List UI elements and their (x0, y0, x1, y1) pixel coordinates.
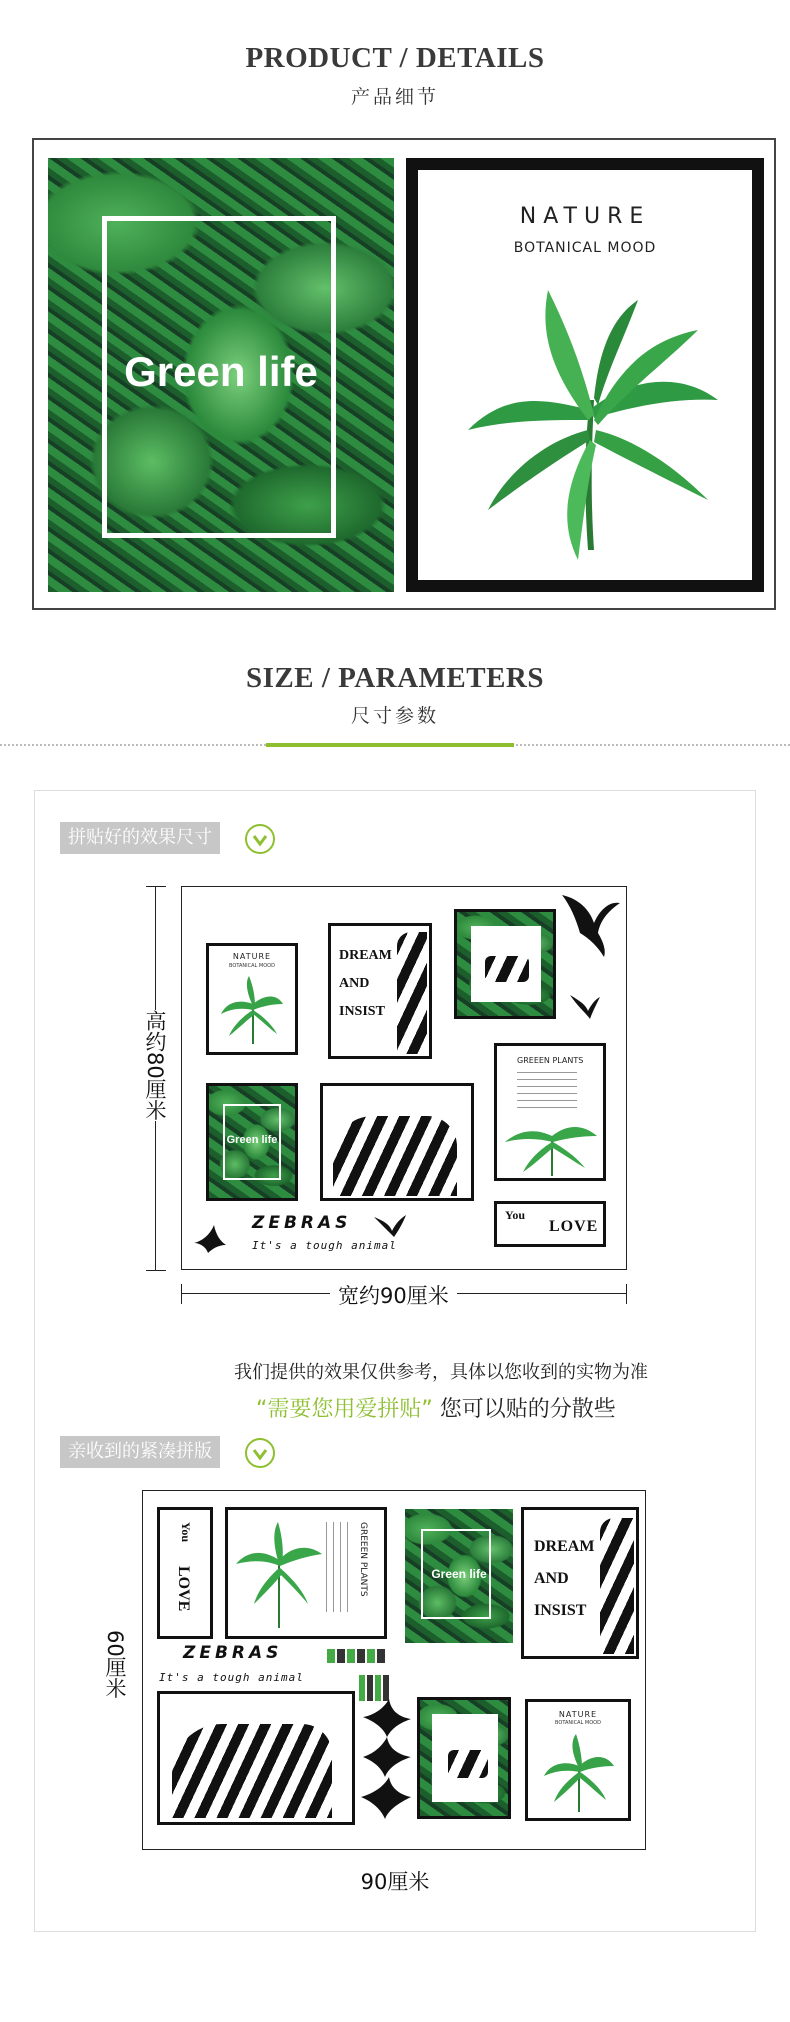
bird-icon (560, 889, 622, 959)
compact-width-label: 90厘米 (360, 1870, 430, 1894)
and-text: AND (534, 1570, 569, 1587)
size-parameters-subtitle: 尺寸参数 (350, 705, 439, 727)
effect-size-tag: 拼贴好的效果尺寸 (60, 822, 220, 854)
frame-zebra-large (157, 1691, 355, 1825)
dream-text: DREAM (534, 1538, 595, 1555)
love-text: LOVE (175, 1566, 192, 1612)
frame-nature-sub: BOTANICAL MOOD (229, 963, 275, 969)
birds-illustration (359, 1697, 413, 1825)
scatter-note: 您可以贴的分散些 (432, 1397, 616, 1422)
tough-animal-text: It's a tough animal (252, 1239, 397, 1252)
product-details-subtitle: 产品细节 (350, 86, 439, 108)
frame-you-love (494, 1201, 606, 1247)
love-paste-note (256, 1392, 616, 1423)
you-text: You (179, 1522, 193, 1543)
check-icon (245, 1438, 275, 1468)
plant-icon (219, 974, 285, 1048)
zebra-head-illustration (397, 932, 427, 1054)
size-parameters-title: SIZE / PARAMETERS (245, 662, 545, 694)
green-life-small-text: Green life (226, 1134, 278, 1146)
frame-nature-small (525, 1699, 631, 1821)
frame-jungle-zebra (417, 1697, 511, 1819)
green-accent-line (266, 743, 514, 747)
frame-jungle-zebra (454, 909, 556, 1019)
frame-you-love-vertical (157, 1507, 213, 1639)
product-details-title: PRODUCT / DETAILS (245, 42, 545, 74)
check-icon (245, 824, 275, 854)
nature-title: NATURE (519, 204, 651, 229)
tough-animal-text: It's a tough animal (159, 1671, 304, 1684)
frame-dream-insist (521, 1507, 639, 1659)
insist-text: INSIST (339, 1004, 385, 1019)
product-image-frame (32, 138, 776, 610)
green-plants-body-text (326, 1522, 354, 1612)
botanical-mood-text: BOTANICAL MOOD (513, 240, 657, 256)
compact-composite (142, 1490, 646, 1850)
frame-nature-small (206, 943, 298, 1055)
frame-dream-insist (328, 923, 432, 1059)
green-life-small-text: Green life (431, 1567, 487, 1581)
compact-height-label: 60厘米 (103, 1630, 127, 1699)
swallow-icon (372, 1211, 408, 1239)
zebra-large-illustration (172, 1724, 332, 1818)
ruler-tick-top (146, 886, 166, 887)
bird-icon (192, 1223, 228, 1253)
frame-nature-title: NATURE (558, 1710, 598, 1719)
frame-green-plants (225, 1507, 387, 1639)
effect-composite (181, 886, 627, 1270)
ruler-tick-left (181, 1284, 182, 1304)
zebras-text: ZEBRAS (252, 1213, 352, 1233)
plant-icon (501, 1106, 601, 1176)
nature-poster (406, 158, 764, 592)
ruler-tick-right (626, 1284, 627, 1304)
frame-nature-title: NATURE (232, 952, 272, 961)
compact-layout-tag: 亲收到的紧凑拼版 (60, 1436, 220, 1468)
green-life-poster (48, 158, 394, 592)
width-label: 宽约90厘米 (330, 1280, 457, 1310)
frame-green-life-small (206, 1083, 298, 1201)
ruler-tick-bottom (146, 1270, 166, 1271)
love-paste-quote: “需要您用爱拼贴” (256, 1397, 433, 1422)
zebra-small-illustration (448, 1750, 488, 1778)
frame-green-life-small (405, 1509, 513, 1643)
zebra-large-illustration (333, 1116, 457, 1196)
insist-text: INSIST (534, 1602, 587, 1619)
small-icons-strip (327, 1649, 387, 1663)
swallow-icon (568, 991, 602, 1021)
zebra-head-illustration (600, 1518, 634, 1654)
green-life-text: Green life (124, 348, 318, 395)
zebras-text: ZEBRAS (183, 1643, 283, 1663)
dream-text: DREAM (339, 948, 392, 963)
frame-nature-sub: BOTANICAL MOOD (555, 1720, 601, 1726)
reference-note: 我们提供的效果仅供参考，具体以您收到的实物为准 (234, 1362, 648, 1383)
you-text: You (505, 1208, 526, 1222)
green-plants-title: GREEEN PLANTS (358, 1522, 368, 1597)
love-text: LOVE (549, 1218, 599, 1235)
frame-zebra-large (320, 1083, 474, 1201)
plant-icon (234, 1520, 324, 1630)
plant-icon (542, 1732, 616, 1814)
and-text: AND (339, 976, 370, 991)
frame-green-plants (494, 1043, 606, 1181)
banana-plant-illustration (448, 280, 728, 570)
zebra-small-illustration (485, 956, 529, 982)
height-label: 高约80厘米 (140, 1010, 170, 1121)
green-plants-title: GREEEN PLANTS (517, 1056, 584, 1065)
